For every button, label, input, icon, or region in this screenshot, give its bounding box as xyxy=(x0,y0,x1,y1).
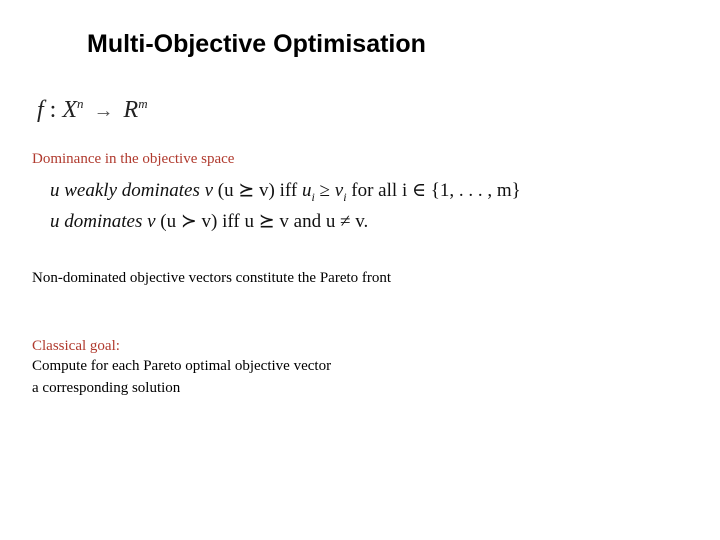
codomain-symbol: R xyxy=(123,97,139,123)
f-symbol: f xyxy=(37,97,44,123)
iff-text: iff xyxy=(222,211,240,232)
and-text: and xyxy=(293,211,322,232)
dominance-heading: Dominance in the objective space xyxy=(32,151,235,167)
forall-text: for all xyxy=(351,180,398,201)
weak-condition: u ⪰ v xyxy=(244,211,289,232)
v-subscript: i xyxy=(343,189,347,204)
u-symbol: u xyxy=(301,180,312,201)
pareto-front-statement: Non-dominated objective vectors constitute the Pareto front xyxy=(32,270,392,286)
goal-description-line-1: Compute for each Pareto optimal objective vector xyxy=(32,358,332,374)
weak-dominance-notation: (u ⪰ v) xyxy=(217,180,275,201)
arrow-symbol: → xyxy=(93,100,114,122)
codomain-exponent: m xyxy=(138,96,148,111)
v-symbol: v xyxy=(334,180,344,201)
classical-goal-label: Classical goal: xyxy=(32,338,120,354)
weak-dominance-definition xyxy=(50,179,521,205)
function-mapping-formula xyxy=(37,96,148,124)
geq-symbol: ≥ xyxy=(319,180,330,201)
strict-dominance-definition xyxy=(50,210,368,233)
u-subscript: i xyxy=(311,189,315,204)
domain-exponent: n xyxy=(77,96,84,111)
strict-dominance-term: u dominates v xyxy=(50,211,156,232)
goal-description-line-2: a corresponding solution xyxy=(32,380,181,396)
inequality-condition: u ≠ v. xyxy=(325,211,369,232)
weak-dominance-term: u weakly dominates v xyxy=(50,180,214,201)
colon-symbol: : xyxy=(49,97,57,123)
index-set: i ∈ {1, . . . , m} xyxy=(401,180,521,201)
domain-symbol: X xyxy=(62,97,78,123)
iff-text: iff xyxy=(279,180,298,201)
strict-dominance-notation: (u ≻ v) xyxy=(160,211,218,232)
slide-title: Multi-Objective Optimisation xyxy=(87,30,426,58)
